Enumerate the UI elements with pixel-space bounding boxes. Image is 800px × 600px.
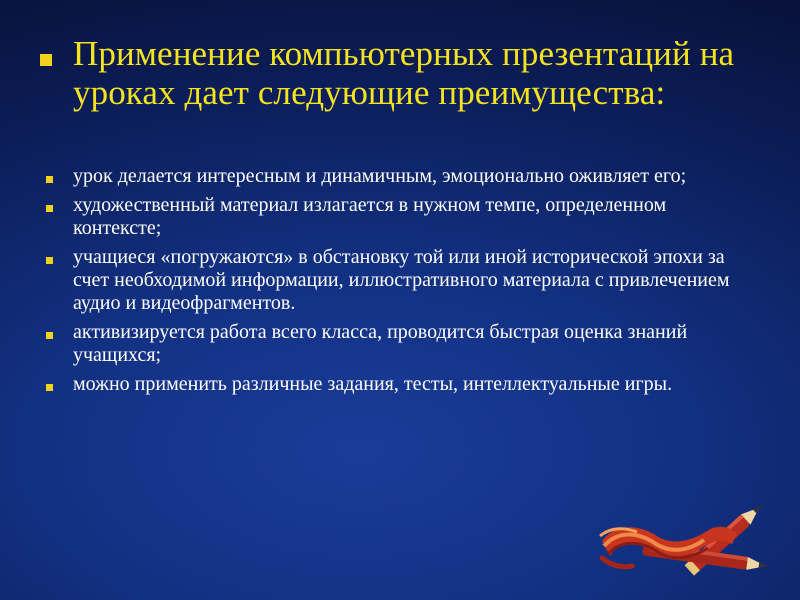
list-item-text: художественный материал излагается в нужном темпе, определенном контексте; (73, 194, 667, 239)
slide-heading (40, 34, 760, 112)
heading-text: Применение компьютерных презентаций на уроках дает следующие преимущества: (73, 34, 735, 112)
square-bullet-icon (46, 257, 53, 264)
list-item (46, 165, 736, 188)
list-item-text: можно применить различные задания, тесты, интеллектуальные игры. (73, 373, 673, 395)
square-bullet-icon (46, 332, 53, 339)
square-bullet-icon (46, 176, 53, 183)
square-bullet-icon (46, 384, 53, 391)
list-item-text: урок делается интересным и динамичным, эмоционально оживляет его; (73, 165, 687, 187)
list-item-text: учащиеся «погружаются» в обстановку той или иной исторической эпохи за счет необходимой информации, иллюстративного материала с привлечением аудио и видеофрагментов. (73, 246, 730, 314)
advantages-list (46, 165, 736, 402)
list-item (46, 321, 736, 367)
list-item (46, 246, 736, 315)
list-item-text: активизируется работа всего класса, проводится быстрая оценка знаний учащихся; (73, 321, 688, 366)
pencils-icon (592, 486, 782, 586)
square-bullet-icon (40, 54, 52, 66)
square-bullet-icon (46, 205, 53, 212)
list-item (46, 194, 736, 240)
list-item (46, 373, 736, 396)
